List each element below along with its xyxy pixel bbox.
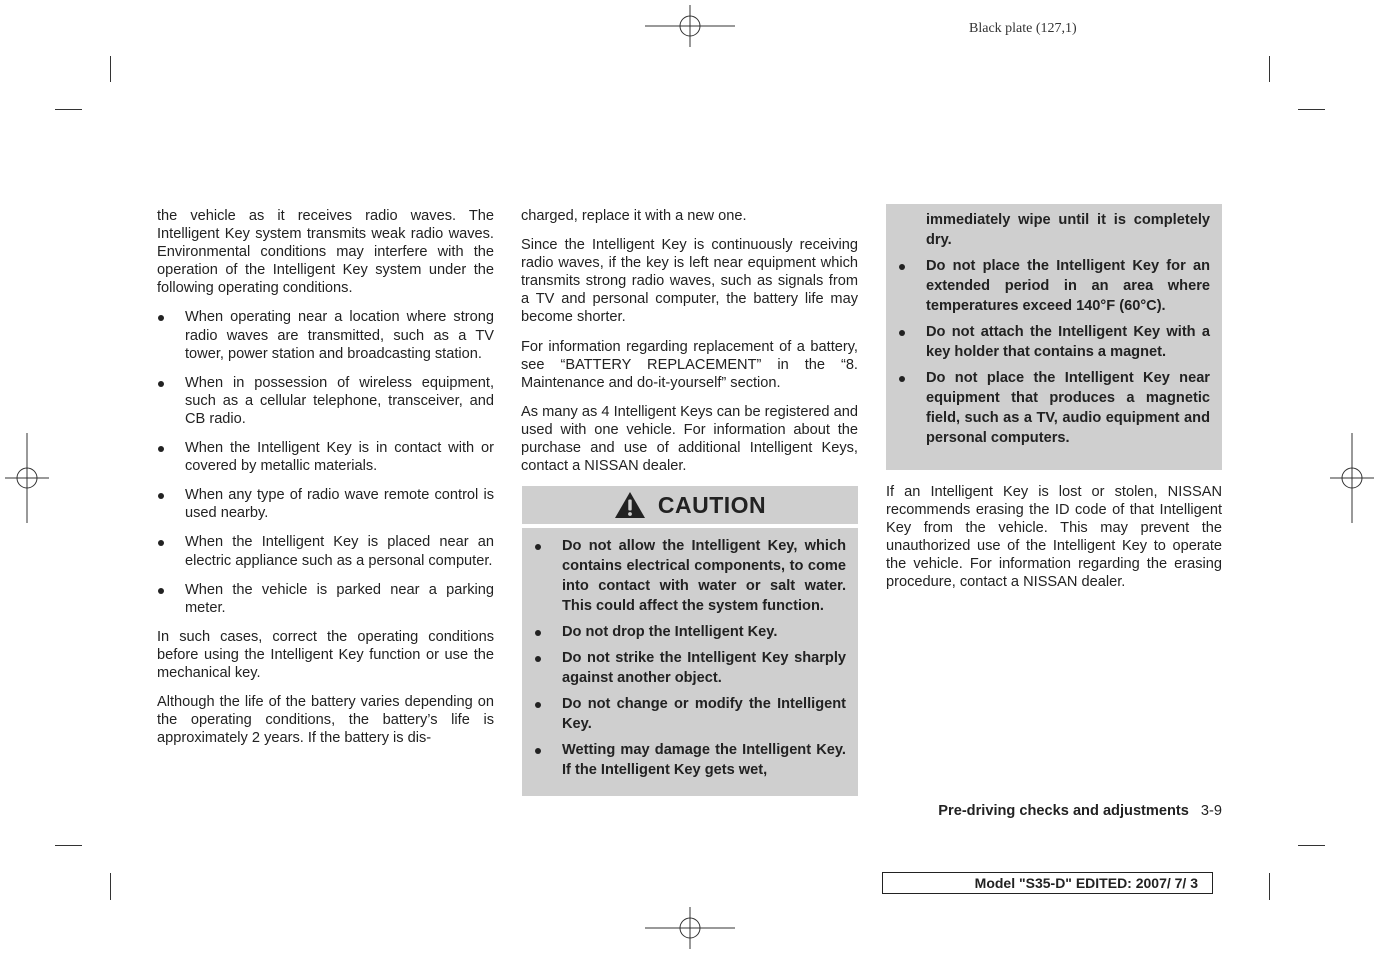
section-title: Pre-driving checks and adjustments bbox=[938, 803, 1189, 819]
caution-item: Do not drop the Intelligent Key. bbox=[534, 622, 846, 642]
caution-item: Wetting may damage the Intelligent Key. If the Intelligent Key gets wet, bbox=[534, 740, 846, 780]
list-item: When the Intelligent Key is in contact with or covered by metallic materials. bbox=[157, 439, 494, 475]
column-1 bbox=[157, 207, 494, 758]
paragraph: As many as 4 Intelligent Keys can be registered and used with one vehicle. For information about the purchase and use of additional Intelligent Keys, contact a NISSAN dealer. bbox=[521, 403, 858, 475]
caution-list bbox=[534, 536, 846, 780]
paragraph: In such cases, correct the operating conditions before using the Intelligent Key function or use the mechanical key. bbox=[157, 628, 494, 681]
caution-item: Do not strike the Intelligent Key sharply against another object. bbox=[534, 648, 846, 688]
caution-item: Do not attach the Intelligent Key with a key holder that contains a magnet. bbox=[898, 322, 1210, 362]
column-3 bbox=[886, 483, 1222, 603]
list-item: When any type of radio wave remote control is used nearby. bbox=[157, 486, 494, 522]
crop-mark bbox=[1298, 845, 1325, 846]
caution-item: Do not change or modify the Intelligent Key. bbox=[534, 694, 846, 734]
crop-mark bbox=[110, 873, 111, 900]
registration-mark-top bbox=[645, 5, 735, 47]
paragraph: charged, replace it with a new one. bbox=[521, 208, 747, 224]
caution-box-continued bbox=[886, 204, 1222, 470]
crop-mark bbox=[1298, 109, 1325, 110]
list-item: When the vehicle is parked near a parking meter. bbox=[157, 581, 494, 617]
caution-item: Do not allow the Intelligent Key, which contains electrical components, to come into contact with water or salt water. This could affect the system function. bbox=[534, 536, 846, 616]
paragraph: For information regarding replacement of a battery, see “BATTERY REPLACEMENT” in the “8. Maintenance and do-it-yourself” section. bbox=[521, 338, 858, 391]
model-edit-box: Model "S35-D" EDITED: 2007/ 7/ 3 bbox=[882, 872, 1213, 894]
paragraph: Although the life of the battery varies depending on the operating conditions, the battery’s life is approximately 2 years. If the battery is dis- bbox=[157, 694, 494, 747]
list-item: When operating near a location where strong radio waves are transmitted, such as a TV tower, power station and broadcasting station. bbox=[157, 308, 494, 362]
crop-mark bbox=[1269, 873, 1270, 900]
plate-label: Black plate (127,1) bbox=[969, 21, 1077, 36]
caution-list-continued bbox=[898, 210, 1210, 448]
paragraph: Since the Intelligent Key is continuously receiving radio waves, if the key is left near equipment which transmits strong radio waves, such as signals from a TV and personal computer, the battery life may become shorter. bbox=[521, 237, 858, 326]
page-number: 3-9 bbox=[1200, 803, 1222, 819]
caution-item: Do not place the Intelligent Key near equipment that produces a magnetic field, such as a TV, audio equipment and personal computers. bbox=[898, 368, 1210, 448]
caution-header bbox=[522, 486, 858, 524]
registration-mark-bottom bbox=[645, 907, 735, 949]
caution-item: Do not place the Intelligent Key for an extended period in an area where temperatures exceed 140°F (60°C). bbox=[898, 256, 1210, 316]
list-item: When the Intelligent Key is placed near an electric appliance such as a personal computer. bbox=[157, 533, 494, 569]
page-footer bbox=[886, 803, 1222, 819]
registration-mark-right bbox=[1330, 433, 1374, 523]
list-item: When in possession of wireless equipment, such as a cellular telephone, transceiver, and CB radio. bbox=[157, 374, 494, 428]
caution-box bbox=[522, 528, 858, 796]
crop-mark bbox=[1269, 56, 1270, 82]
caution-title: CAUTION bbox=[657, 491, 767, 518]
column-2 bbox=[521, 207, 858, 486]
caution-item-continued: immediately wipe until it is completely dry. bbox=[926, 212, 1210, 248]
intro-paragraph: the vehicle as it receives radio waves. The Intelligent Key system transmits weak radio waves. Environmental conditions may interfere with the operation of the Intelligent Key system under the following operating conditions. bbox=[157, 208, 494, 297]
paragraph: If an Intelligent Key is lost or stolen, NISSAN recommends erasing the ID code of that Intelligent Key from the vehicle. This may prevent the unauthorized use of the Intelligent Key to operate the vehicle. For information regarding the erasing procedure, contact a NISSAN dealer. bbox=[886, 484, 1222, 591]
registration-mark-left bbox=[5, 433, 49, 523]
conditions-list bbox=[157, 308, 494, 616]
crop-mark bbox=[110, 56, 111, 82]
crop-mark bbox=[55, 845, 82, 846]
crop-mark bbox=[55, 109, 82, 110]
warning-triangle-icon bbox=[614, 491, 646, 519]
